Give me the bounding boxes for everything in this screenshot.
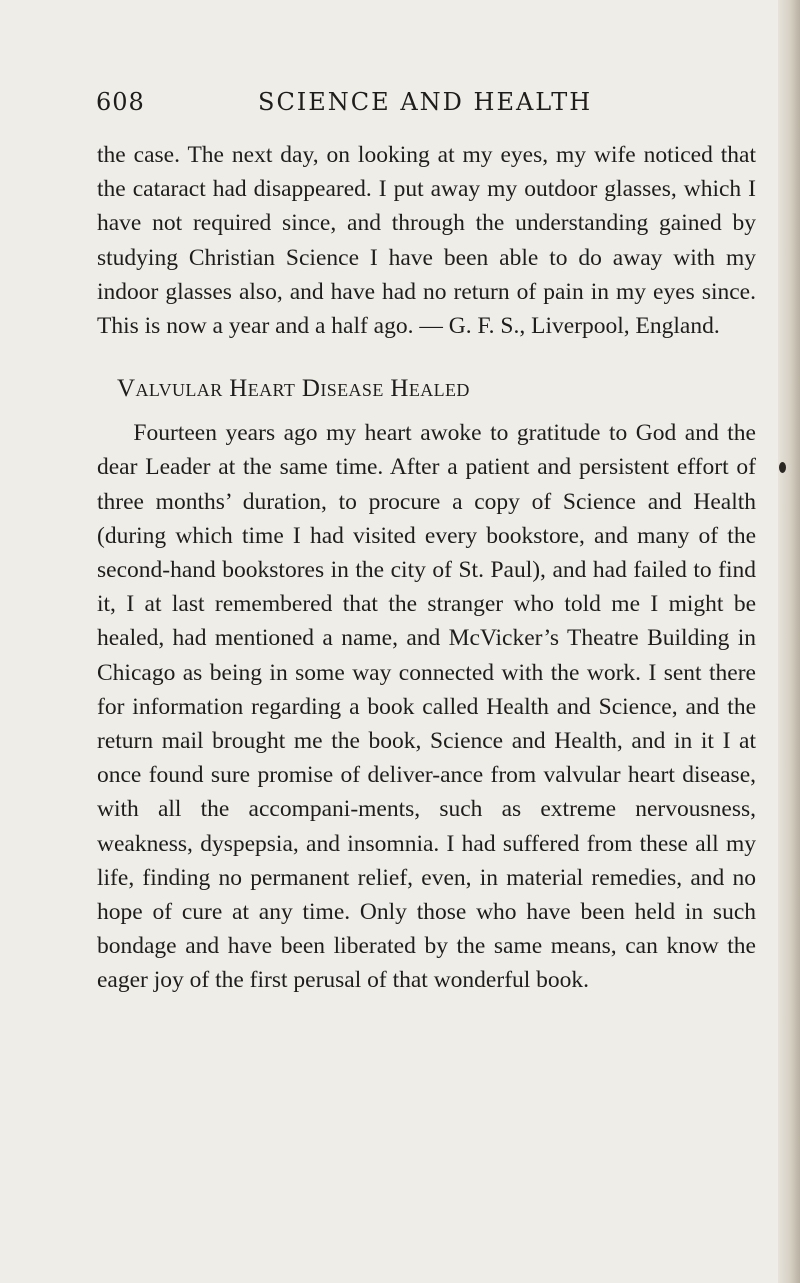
- body-text: [97, 138, 756, 998]
- section-heading: Valvular Heart Disease Healed: [117, 375, 470, 403]
- paragraph-continued: the case. The next day, on looking at my eyes, my wife noticed that the cataract had disappeared. I put away my outdoor glasses, which I have not required since, and through the understanding gained by studying Christian Science I have been able to do away with my indoor glasses also, and have had no return of pain in my eyes since. This is now a year and a half ago. — G. F. S., Liverpool, England.: [97, 142, 756, 340]
- page-number: 608: [96, 88, 145, 116]
- paragraph-testimony: Fourteen years ago my heart awoke to gratitude to God and the dear Leader at the same time. After a patient and persistent effort of three months’ duration, to procure a copy of Science and Health (during which time I had visited every bookstore, and many of the second-hand bookstores in the city of St. Paul), and had failed to find it, I at last remembered that the stranger who told me I might be healed, had mentioned a name, and McVicker’s Theatre Building in Chicago as being in some way connected with the work. I sent there for information regarding a book called Health and Science, and the return mail brought me the book, Science and Health, and in it I at once found sure promise of deliver-ance from valvular heart disease, with all the accompani-ments, such as extreme nervousness, weakness, dyspepsia, and insomnia. I had suffered from these all my life, finding no permanent relief, even, in material remedies, and no hope of cure at any time. Only those who have been held in such bondage and have been liberated by the same means, can know the eager joy of the first perusal of that wonderful book.: [97, 420, 756, 994]
- running-title: SCIENCE AND HEALTH: [258, 88, 593, 116]
- running-head: [0, 88, 800, 122]
- page-edge-shadow: [778, 0, 800, 1283]
- margin-ink-mark: [779, 462, 786, 473]
